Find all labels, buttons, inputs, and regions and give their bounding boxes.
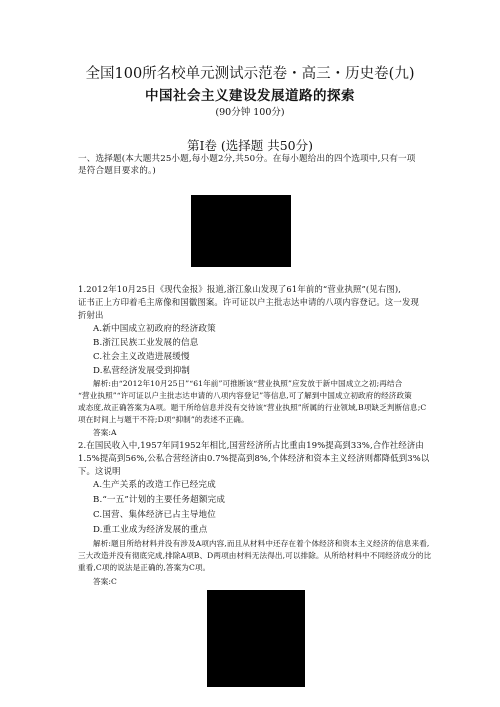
q1-analysis-line-4: 项在时间上与题干不符;D项“抑制”的表述不正确。 (78, 415, 249, 424)
q1-analysis-line-2: “营业执照”“许可证以户主批志达申请的八项内容登记”等信息,可了解到中国成立初政府的经济政策 (78, 391, 412, 400)
q2-option-c: C.国营、集体经济已占主导地位 (93, 510, 216, 520)
q1-stem-line-1: 1.2012年10月25日《现代金报》报道,浙江象山发现了61年前的“营业执照”(见右图), (78, 284, 402, 294)
q2-stem-line-2: 1.5%提高到56%,公私合营经济由0.7%提高到8%,个体经济和资本主义经济则都降低到3%以 (78, 453, 430, 463)
q2-analysis-line-3: 重看,C项的说法是正确的,答案为C项。 (78, 563, 211, 572)
q1-stem-line-3: 折射出 (78, 310, 104, 320)
q1-option-b: B.浙江民族工业发展的信息 (93, 338, 199, 348)
q2-analysis-line-1: 解析:题目所给材料并没有涉及A项内容,而且从材料中还存在着个体经济和资本主义经济的信息来看, (93, 539, 430, 548)
q2-option-b: B.“一五”计划的主要任务超额完成 (93, 495, 226, 505)
exam-subtitle: 中国社会主义建设发展道路的探索 (145, 88, 355, 104)
section-heading: 第Ⅰ卷 (选择题 共50分) (186, 138, 314, 153)
instructions-line-1: 一、选择题(本大题共25小题,每小题2分,共50分。在每小题给出的四个选项中,只有一项 (78, 154, 416, 164)
time-score: (90分钟 100分) (215, 107, 285, 118)
instructions-line-2: 是符合题目要求的。) (78, 166, 156, 176)
license-image (191, 195, 291, 267)
exam-title: 全国100所名校单元测试示范卷・高三・历史卷(九) (85, 66, 415, 82)
q2-stem-line-3: 下。这说明 (78, 466, 121, 476)
q1-analysis-line-3: 或态度,故正确答案为A项。题干所给信息并没有交待该“营业执照”所属的行业领域,B项缺乏判断信息;C (78, 403, 427, 412)
bottom-image (207, 590, 305, 687)
q1-answer: 答案:A (93, 428, 117, 437)
q2-stem-line-1: 2.在国民收入中,1957年同1952年相比,国营经济所占比重由19%提高到33%,合作社经济由 (78, 440, 424, 450)
q2-option-a: A.生产关系的改造工作已经完成 (93, 480, 216, 490)
q1-option-d: D.私营经济发展受到抑制 (93, 366, 191, 376)
q2-option-d: D.重工业成为经济发展的重点 (93, 525, 208, 535)
q1-option-a: A.新中国成立初政府的经济政策 (93, 324, 216, 334)
q2-answer: 答案:C (93, 577, 117, 586)
q2-analysis-line-2: 三大改造并没有彻底完成,排除A项B、D两项由材料无法得出,可以排除。从所给材料中不同经济成分的比 (78, 551, 432, 560)
q1-analysis-line-1: 解析:由“2012年10月25日”“61年前”可推断该“营业执照”应发放于新中国成立之初;再结合 (93, 379, 403, 388)
q1-stem-line-2: 证书正上方印着毛主席像和国徽图案。许可证以户主批志达申请的八项内容登记。这一发现 (78, 297, 419, 307)
q1-option-c: C.社会主义改造进展缓慢 (93, 352, 190, 362)
